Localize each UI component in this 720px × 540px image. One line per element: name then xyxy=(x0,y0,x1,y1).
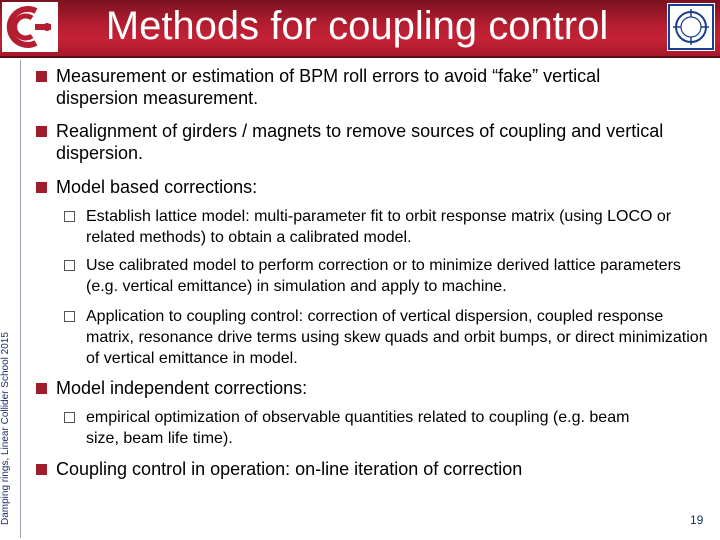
sub-bullet-text: Application to coupling control: correction of vertical dispersion, coupled response matrix, resonance drive terms using skew quads and orbit bumps, or direct minimization of vertical emittance in model. xyxy=(86,308,708,367)
square-bullet-icon xyxy=(36,126,47,137)
page-title: Methods for coupling control xyxy=(105,4,609,48)
sub-bullet-text: Establish lattice model: multi-parameter fit to orbit response matrix (using LOCO or related methods) to obtain a calibrated model. xyxy=(86,208,672,246)
sub-bullet-text: Use calibrated model to perform correction or to minimize derived lattice parameters (e.g. vertical emittance) in simulation and apply to machine. xyxy=(86,257,681,295)
checkbox-bullet-icon xyxy=(64,412,75,423)
checkbox-bullet-icon xyxy=(64,211,75,222)
square-bullet-icon xyxy=(36,71,47,82)
sidebar-rule xyxy=(20,60,21,538)
sub-bullet-item xyxy=(64,255,704,299)
square-bullet-icon xyxy=(36,383,47,394)
cern-logo-icon xyxy=(667,3,715,51)
sub-bullet-item xyxy=(64,306,714,372)
sidebar-caption: Damping rings, Linear Collider School 2015 xyxy=(0,332,11,525)
square-bullet-icon xyxy=(36,464,47,475)
header-divider xyxy=(0,56,720,58)
sub-bullet-item xyxy=(64,407,704,451)
checkbox-bullet-icon xyxy=(64,260,75,271)
bullet-item xyxy=(36,65,696,111)
bullet-item xyxy=(36,176,696,200)
bullet-item xyxy=(36,377,696,401)
bullet-text: Model independent corrections: xyxy=(56,378,308,398)
bullet-text: Model based corrections: xyxy=(56,177,258,197)
bullet-text: Measurement or estimation of BPM roll errors to avoid “fake” vertical dispersion measurement. xyxy=(56,66,601,108)
square-bullet-icon xyxy=(36,182,47,193)
bullet-text: Coupling control in operation: on-line iteration of correction xyxy=(56,459,523,479)
bullet-item xyxy=(36,458,696,482)
sub-bullet-text: empirical optimization of observable quantities related to coupling (e.g. beam size, beam life time). xyxy=(86,409,630,447)
checkbox-bullet-icon xyxy=(64,311,75,322)
bullet-item xyxy=(36,120,696,166)
sub-bullet-item xyxy=(64,206,704,250)
page-number: 19 xyxy=(690,513,704,527)
bullet-text: Realignment of girders / magnets to remove sources of coupling and vertical dispersion. xyxy=(56,121,664,163)
institute-logo-icon xyxy=(2,2,58,52)
